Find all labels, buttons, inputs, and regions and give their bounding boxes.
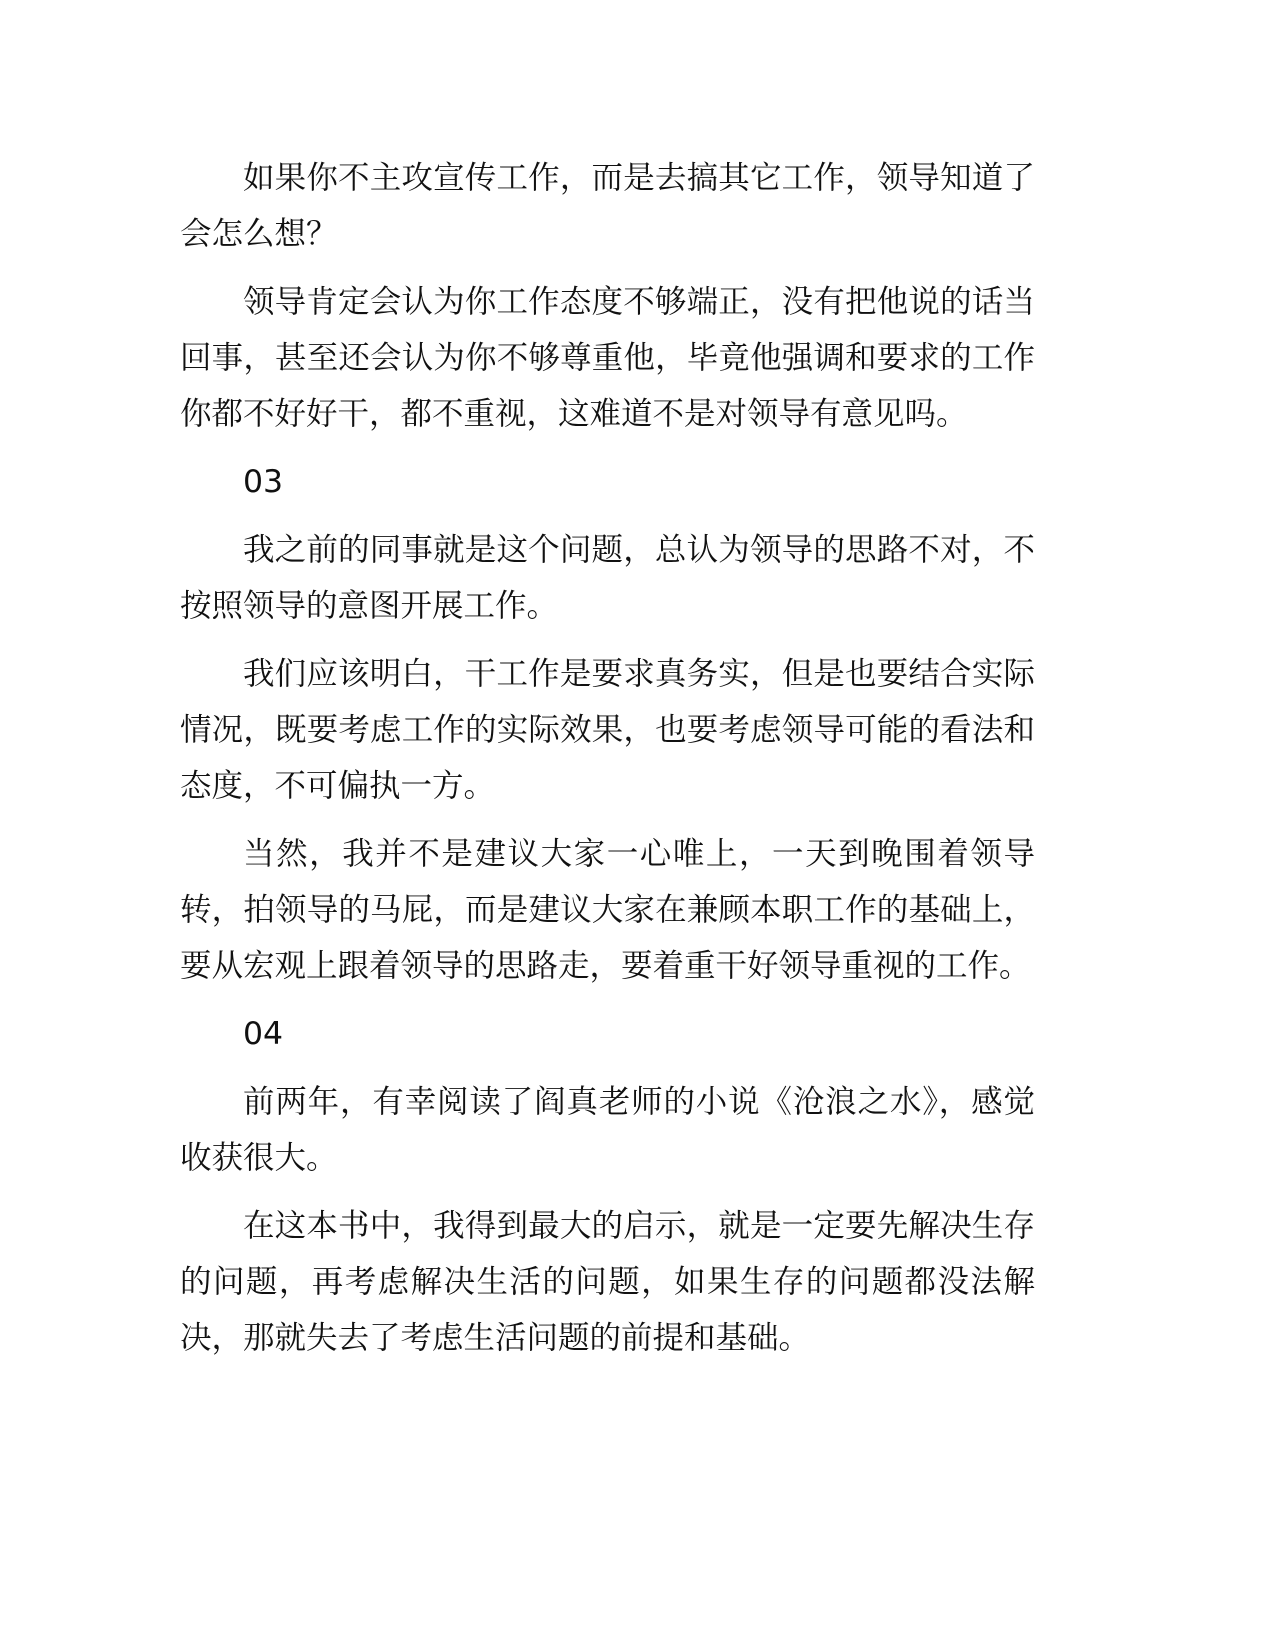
paragraph: 前两年，有幸阅读了阎真老师的小说《沧浪之水》，感觉收获很大。 — [180, 1084, 1035, 1176]
section-number: 03 — [243, 464, 284, 500]
document-page — [180, 150, 1035, 1378]
paragraph: 领导肯定会认为你工作态度不够端正，没有把他说的话当回事，甚至还会认为你不够尊重他，毕竟他强调和要求的工作你都不好好干，都不重视，这难道不是对领导有意见吗。 — [180, 284, 1035, 432]
paragraph: 我们应该明白，干工作是要求真务实，但是也要结合实际情况，既要考虑工作的实际效果，也要考虑领导可能的看法和态度，不可偏执一方。 — [180, 656, 1035, 804]
paragraph: 我之前的同事就是这个问题，总认为领导的思路不对，不按照领导的意图开展工作。 — [180, 532, 1035, 624]
paragraph: 在这本书中，我得到最大的启示，就是一定要先解决生存的问题，再考虑解决生活的问题，如果生存的问题都没法解决，那就失去了考虑生活问题的前提和基础。 — [180, 1208, 1035, 1356]
paragraph: 如果你不主攻宣传工作，而是去搞其它工作，领导知道了会怎么想？ — [180, 160, 1035, 252]
section-number: 04 — [243, 1016, 284, 1052]
paragraph: 当然，我并不是建议大家一心唯上，一天到晚围着领导转，拍领导的马屁，而是建议大家在兼顾本职工作的基础上，要从宏观上跟着领导的思路走，要着重干好领导重视的工作。 — [180, 836, 1035, 984]
